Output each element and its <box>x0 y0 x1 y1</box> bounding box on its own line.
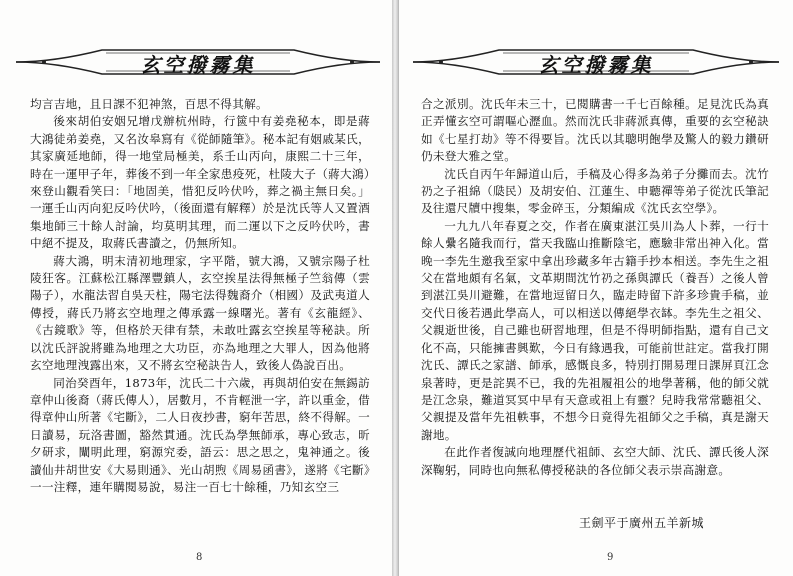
page-number: 8 <box>196 552 203 563</box>
paragraph: 後來胡伯安姻兄增戊辦杭州時，行篋中有姜堯秘本，即是蔣大鴻徒弟姜堯，又名汝皋寫有《從師隨筆》。秘本記有姻戚某氏，其家廣延地師，得一地堂局極美，系壬山丙向，康熙二十三年，時在一運甲子年，葬後不到一年全家患疫死，杜陵大子（蔣大鴻）來登山觀看笑曰：「地固美，惜犯反吟伏吟，葬之禍主無日矣。」一運壬山丙向犯反吟伏吟，（後面還有解釋）於是沈氏等人又置酒集地師三十餘人討論，均莫明其理，而二運以下之反吟伏吟，書中絕不提及，取蔣氏書讀之，仍無所知。 <box>30 114 370 251</box>
paragraph: 在此作者復誠向地理歷代祖師、玄空大師、沈氏、譚氏後人深深鞠躬，同時也向無私傳授秘訣的各位師父表示崇高謝意。 <box>421 445 769 477</box>
right-page-body <box>421 96 769 479</box>
paragraph: 均言吉地，且日課不犯神煞，百思不得其解。 <box>30 97 268 111</box>
book-title: 玄空撥霧集 <box>140 53 256 77</box>
page-number: 9 <box>607 552 614 563</box>
paragraph: 同治癸酉年，1873年，沈氏二十六歲，再與胡伯安在無錫訪章仲山後裔（蔣氏傳人），居數月，不肯輕泄一字，許以重金，借得章仲山所著《宅斷》，二人日夜抄書，窮年苦思，終不得解。一日讀易，玩洛書圖，豁然貫通。沈氏為學無師承，專心致志，昕夕研求，闡明此理，窮源究委，語云：思之思之，鬼神通之。後讀仙井胡世安《大易則通》、光山胡煦《周易函書》，遂將《宅斷》一一注釋，連年購閱易說，易注一百七十餘種，乃知玄空三 <box>30 375 370 494</box>
book-title: 玄空撥霧集 <box>538 53 654 77</box>
paragraph: 合之派別。沈氏年未三十，已閱購書一千七百餘種。足見沈氏為真正弄懂玄空可謂嘔心瀝血。然而沈氏非蔣派真傳，重要的玄空秘訣如《七星打劫》等不得要旨。沈氏以其聰明飽學及驚人的毅力鑽研仍未登大雅之堂。 <box>421 97 769 164</box>
left-page <box>0 0 393 576</box>
paragraph: 沈氏自丙午年歸道山后，手稿及心得多為弟子分攤而去。沈竹礽之子祖綿（瓞民）及胡安伯、江蓮生、申聽禪等弟子從沈氏筆記及往還尺牘中搜集，零金碎玉，分類編成《沈氏玄空學》。 <box>421 166 769 216</box>
paragraph: 一九九八年春夏之交，作者在廣東湛江吳川為人卜葬，一行十餘人纍名隨我而行，當天我臨山推斷陰宅，應驗非常出神入化。當晚一李先生邀我至家中拿出珍藏多年古籍手抄本相送。李先生之祖父在當地頗有名氣，文革期間沈竹礽之孫與譚氏（養吾）之後人曾到湛江吳川避難，在當地逗留日久，臨走時留下許多珍貴手稿，並交代日後若遇此學高人，可以相送以傳絕學衣缽。李先生之祖父、父親逝世後，自己雖也研習地理，但是不得明師指點，還有自己文化不高，只能擁書興歎，今日有緣遇我，可能前世註定。當我打開沈氏、譚氏之家譜、師承，感慨良多，特別打開易理日課屏頁江念泉著時，更是詫異不已，我的先祖履祖公的地學著稱，他的師父就是江念泉，難道冥冥中早有天意或祖上有靈？兒時我常常聽祖父、父親提及當年先祖軼事，不想今日竟得先祖師父之手稿，真是謝天謝地。 <box>421 218 769 442</box>
paragraph: 蔣大鴻，明末清初地理家，字平階，號大鴻，又號宗陽子杜陵狂客。江蘇松江縣澤豐鎮人，玄空挨星法得無極子竺翁傳（雲陽子），水龍法習自吳天柱，陽宅法得魏裔介（相國）及武夷道人傳授，蔣氏乃將玄空地理之傳承露一線曙光。著有《玄龍經》、《古鏡歌》等，但格於天律有禁，未敢吐露玄空挨星等秘訣。所以沈氏評說將雖為地理之大功臣，亦為地理之大罪人，因為他將玄空地理洩露出來，又不將玄空秘訣告人，致後人偽說百出。 <box>30 253 370 373</box>
title-banner <box>411 42 781 82</box>
title-banner <box>14 42 382 82</box>
author-signature: 王劍平于廣州五羊新城 <box>578 516 704 530</box>
left-page-body <box>30 96 370 496</box>
right-page <box>398 0 793 576</box>
